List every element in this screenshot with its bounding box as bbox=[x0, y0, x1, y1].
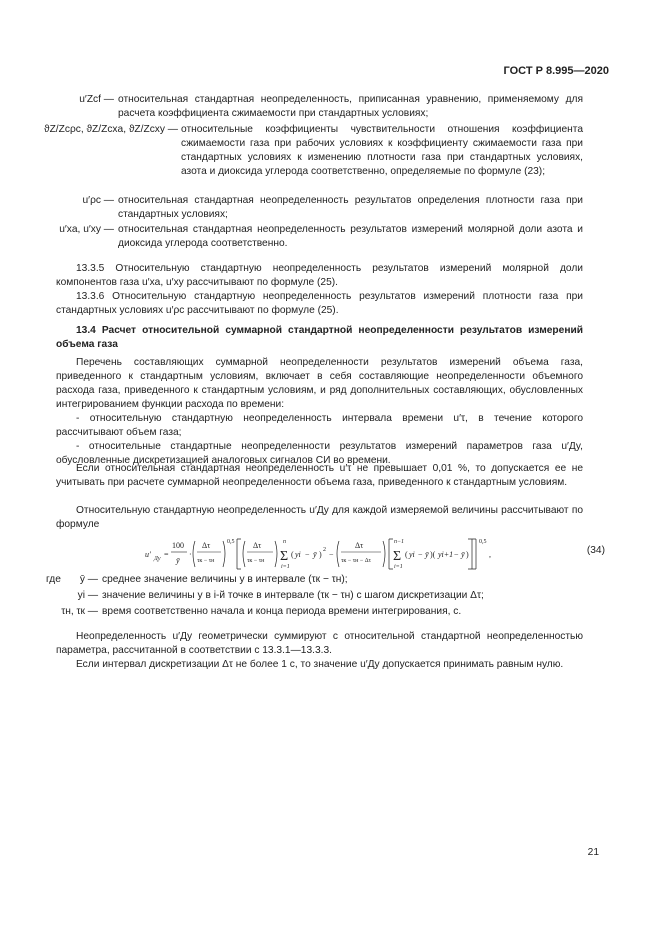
svg-text:ȳ: ȳ bbox=[176, 556, 180, 565]
svg-text:n: n bbox=[283, 539, 286, 545]
definition-text: относительная стандартная неопределенность результатов измерений молярной доли азота и диоксида углерода соответственно. bbox=[118, 224, 583, 249]
definition-text: время соответственно начала и конца периода времени интегрирования, с. bbox=[102, 606, 462, 617]
list-item: - относительную стандартную неопределенность интервала времени u′τ, в течение которого рассчитывают объем газа; bbox=[56, 413, 583, 438]
svg-text:ȳ: ȳ bbox=[313, 550, 317, 559]
paragraph-13-3-5: 13.3.5 Относительную стандартную неопределенность результатов измерений молярной доли компонентов газа u′xa, u′xy рассчитывают по формуле (25). bbox=[56, 263, 583, 288]
svg-text:−: − bbox=[454, 550, 459, 559]
svg-text:Δτ: Δτ bbox=[202, 541, 211, 550]
paragraph-list-intro: Перечень составляющих суммарной неопределенности результатов измерений объема газа, приведенного к стандартным условиям, включает в себя составляющие неопределенности объемного расхода газа, приведенного к стандартным условиям, и ряд дополнительных составляющих, обусловленных интегрированием функции расхода по времени: bbox=[56, 357, 583, 410]
definition-text: значение величины y в i-й точке в интервале (τк − τн) с шагом дискретизации Δτ; bbox=[102, 590, 484, 601]
svg-text:τк − τн: τк − τн bbox=[197, 558, 215, 564]
svg-text:100: 100 bbox=[172, 541, 184, 550]
svg-text:Дy: Дy bbox=[154, 556, 161, 562]
definition-symbol: u′ρc — bbox=[82, 195, 114, 206]
svg-text:): ) bbox=[319, 550, 322, 559]
svg-text:yi+1: yi+1 bbox=[438, 550, 454, 559]
svg-text:−: − bbox=[305, 550, 310, 559]
svg-text:−: − bbox=[329, 550, 334, 559]
definition-symbol: u′Zcf — bbox=[79, 94, 114, 105]
formula-number: (34) bbox=[586, 545, 605, 556]
svg-text:τк − τн − Δτ: τк − τн − Δτ bbox=[341, 558, 371, 564]
svg-text:(: ( bbox=[291, 550, 294, 559]
definition-symbol: τн, τк — bbox=[61, 606, 98, 617]
svg-text:i=1: i=1 bbox=[394, 564, 403, 570]
paragraph-13-3-6: 13.3.6 Относительную стандартную неопределенность результатов измерений плотности газа при стандартных условиях u′ρc рассчитывают по формуле (25). bbox=[56, 291, 583, 316]
svg-text:−: − bbox=[418, 550, 423, 559]
definition-text: среднее значение величины y в интервале (τк − τн); bbox=[102, 574, 348, 585]
svg-text:Σ: Σ bbox=[280, 549, 289, 564]
definition-text: относительная стандартная неопределенность результатов определения плотности газа при стандартных условиях; bbox=[118, 195, 583, 220]
svg-text:Δτ: Δτ bbox=[355, 541, 364, 550]
svg-text:ȳ: ȳ bbox=[425, 550, 429, 559]
paragraph-geometric-sum: Неопределенность u′Дy геометрически суммируют с относительной стандартной неопределенностью параметра, рассчитанной в соответствии с 13.3.1—13.3.3. bbox=[56, 631, 583, 656]
paragraph-if-condition: Если относительная стандартная неопределенность u′τ не превышает 0,01 %, то допускается ее не учитывать при расчете суммарной неопределенности объема газа, приведенного к стандартным условиям. bbox=[56, 463, 583, 488]
svg-text:i=1: i=1 bbox=[281, 564, 290, 570]
document-header: ГОСТ Р 8.995—2020 bbox=[503, 65, 609, 77]
svg-text:2: 2 bbox=[323, 547, 326, 553]
svg-text:0,5: 0,5 bbox=[227, 539, 235, 545]
svg-text:Δτ: Δτ bbox=[253, 541, 262, 550]
svg-text:Σ: Σ bbox=[393, 549, 402, 564]
svg-text:ȳ: ȳ bbox=[461, 550, 465, 559]
svg-text:u′: u′ bbox=[145, 550, 151, 559]
definition-symbol: yi — bbox=[77, 590, 98, 601]
svg-text:(: ( bbox=[405, 550, 408, 559]
svg-text:)(: )( bbox=[430, 550, 436, 559]
svg-text:yi: yi bbox=[295, 550, 301, 559]
svg-text:,: , bbox=[489, 550, 491, 559]
list-item: - относительные стандартные неопределенности результатов измерений параметров газа u′Дy, обусловленные дискретизацией аналоговых сигналов СИ во времени. bbox=[56, 441, 583, 466]
section-heading-13-4: 13.4 Расчет относительной суммарной стандартной неопределенности результатов измерений объема газа bbox=[56, 325, 583, 350]
paragraph-interval: Если интервал дискретизации Δτ не более 1 с, то значение u′Дy допускается принимать равным нулю. bbox=[76, 659, 564, 670]
svg-text:=: = bbox=[164, 550, 169, 559]
formula-34 bbox=[145, 533, 505, 573]
paragraph-formula-intro: Относительную стандартную неопределенность u′Дy для каждой измеряемой величины рассчитывают по формуле bbox=[56, 505, 583, 530]
svg-text:yi: yi bbox=[409, 550, 415, 559]
definition-text: относительные коэффициенты чувствительности отношения коэффициента сжимаемости газа при рабочих условиях к коэффициенту сжимаемости газа при стандартных условиях к изменению плотности газа при стандартных условиях, азота и диоксида углерода соответственно, определяемые по формуле (23); bbox=[181, 124, 583, 177]
svg-text:·: · bbox=[189, 550, 192, 559]
definition-symbol: ϑZ/Zcρc, ϑZ/Zcxa, ϑZ/Zcxy — bbox=[44, 124, 178, 135]
svg-text:0,5: 0,5 bbox=[479, 539, 487, 545]
svg-text:n−1: n−1 bbox=[394, 539, 405, 545]
svg-text:τк − τн: τк − τн bbox=[247, 558, 265, 564]
svg-text:): ) bbox=[466, 550, 469, 559]
definition-text: относительная стандартная неопределенность, приписанная уравнению, применяемому для расчета коэффициента сжимаемости при стандартных условиях; bbox=[118, 94, 583, 119]
where-label: где bbox=[46, 574, 61, 585]
page-number: 21 bbox=[587, 847, 599, 858]
definition-symbol: ȳ — bbox=[79, 574, 98, 585]
definition-symbol: u′xa, u′xy — bbox=[59, 224, 114, 235]
